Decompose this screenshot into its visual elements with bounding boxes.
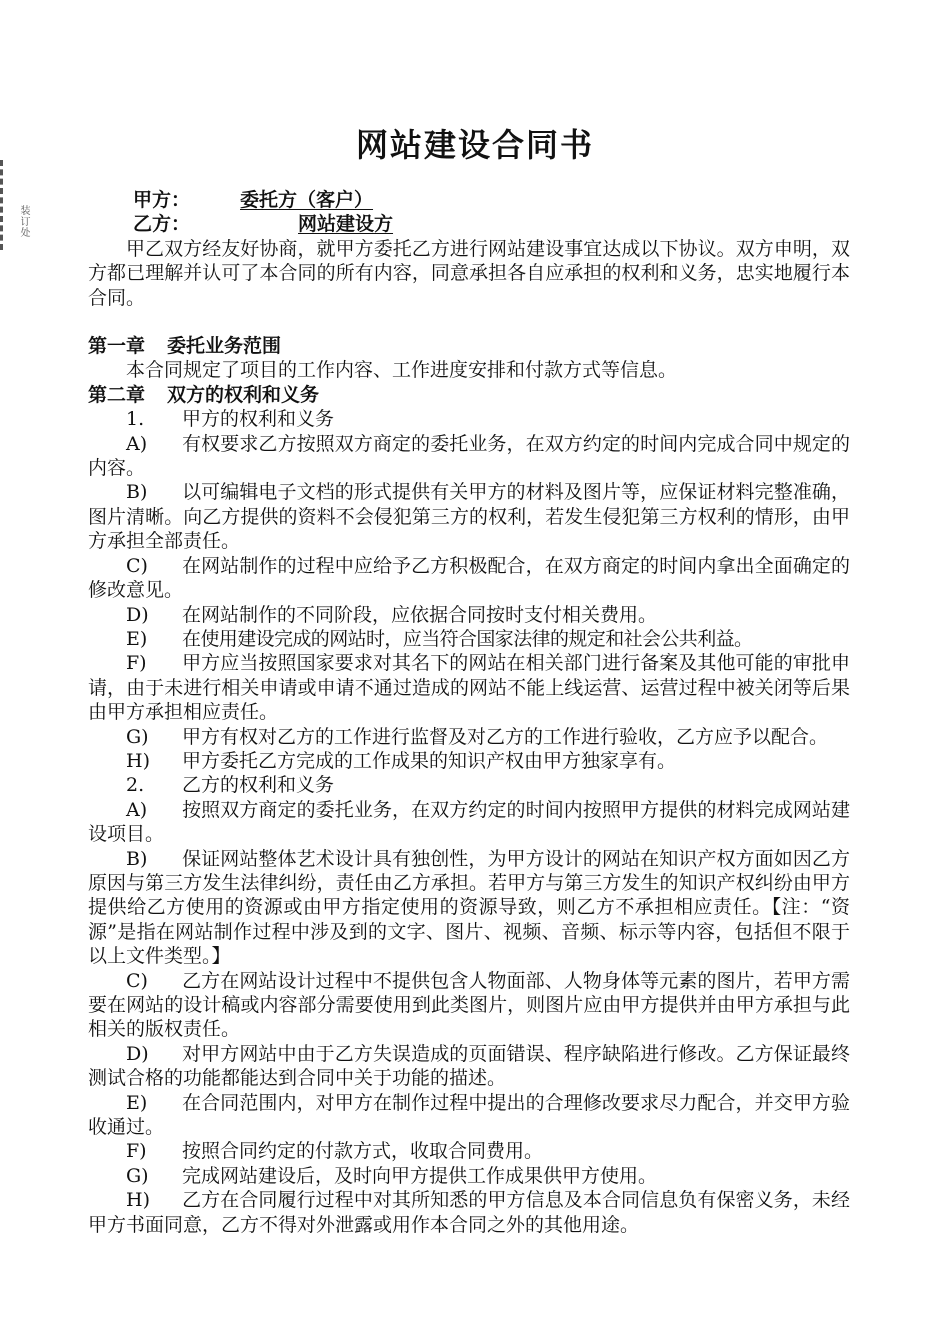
section-1-title: 甲方的权利和义务 (182, 408, 335, 431)
spacer (88, 310, 850, 334)
section-1-item-f (88, 651, 850, 724)
item-text: 在合同范围内，对甲方在制作过程中提出的合理修改要求尽力配合，并交甲方验收通过。 (88, 1091, 850, 1139)
chapter-2-number: 第二章 (88, 383, 146, 406)
chapter-2-heading (88, 383, 850, 407)
item-text: 甲方有权对乙方的工作进行监督及对乙方的工作进行验收，乙方应予以配合。 (182, 725, 829, 748)
item-text: 对甲方网站中由于乙方失误造成的页面错误、程序缺陷进行修改。乙方保证最终测试合格的功能都能达到合同中关于功能的描述。 (88, 1042, 850, 1090)
party-b-label: 乙方： (133, 213, 191, 236)
item-text: 保证网站整体艺术设计具有独创性，为甲方设计的网站在知识产权方面如因乙方原因与第三方发生法律纠纷，责任由乙方承担。若甲方与第三方发生的知识产权纠纷由甲方提供给乙方使用的资源或由甲方指定使用的资源导致，则乙方不承担相应责任。【注：“资源”是指在网站制作过程中涉及到的文字、图片、视频、音频、标示等内容，包括但不限于以上文件类型。】 (88, 847, 850, 968)
item-label: H) (126, 1189, 150, 1212)
item-text: 甲方委托乙方完成的工作成果的知识产权由甲方独家享有。 (182, 749, 677, 772)
chapter-1-title: 委托业务范围 (167, 335, 282, 358)
item-label: D) (126, 603, 149, 626)
party-a-line (88, 188, 850, 212)
item-label: D) (126, 1042, 149, 1065)
section-1-item-g (88, 725, 850, 749)
party-b-line (88, 212, 850, 236)
item-text: 甲方应当按照国家要求对其名下的网站在相关部门进行备案及其他可能的审批申请，由于未进行相关申请或申请不通过造成的网站不能上线运营、运营过程中被关闭等后果由甲方承担相应责任。 (88, 652, 850, 724)
item-label: E) (126, 1091, 148, 1114)
party-a-name: 委托方（客户） (240, 189, 374, 211)
item-label: A) (126, 432, 148, 455)
item-label: G) (126, 725, 149, 748)
section-2-item-a (88, 798, 850, 847)
section-2-title: 乙方的权利和义务 (182, 774, 335, 797)
section-2-heading (88, 773, 850, 797)
party-b-name: 网站建设方 (298, 213, 394, 236)
section-1-item-c (88, 554, 850, 603)
document-title: 网站建设合同书 (355, 126, 594, 164)
item-text: 在网站制作的不同阶段，应依据合同按时支付相关费用。 (182, 603, 658, 626)
intro-paragraph: 甲乙双方经友好协商，就甲方委托乙方进行网站建设事宜达成以下协议。双方申明，双方都已理解并认可了本合同的所有内容，同意承担各自应承担的权利和义务，忠实地履行本合同。 (88, 237, 850, 309)
item-label: C) (126, 969, 148, 992)
section-1-item-a (88, 432, 850, 481)
item-text: 按照合同约定的付款方式，收取合同费用。 (182, 1140, 544, 1163)
item-label: F) (126, 652, 147, 675)
item-label: B) (126, 847, 148, 870)
section-2-item-d (88, 1042, 850, 1091)
item-label: F) (126, 1140, 147, 1163)
item-label: H) (126, 749, 150, 772)
section-2-item-g (88, 1164, 850, 1188)
section-2-item-c (88, 969, 850, 1042)
section-1-item-e (88, 627, 850, 651)
section-1-heading (88, 407, 850, 431)
binding-margin-marks (0, 160, 9, 250)
item-text: 按照双方商定的委托业务，在双方约定的时间内按照甲方提供的材料完成网站建设项目。 (88, 798, 850, 846)
section-1-label: 1. (126, 408, 145, 431)
item-label: B) (126, 481, 148, 504)
chapter-1-body: 本合同规定了项目的工作内容、工作进度安排和付款方式等信息。 (126, 359, 678, 382)
chapter-2-title: 双方的权利和义务 (167, 383, 320, 406)
party-a-label: 甲方： (133, 189, 191, 211)
item-text: 以可编辑电子文档的形式提供有关甲方的材料及图片等，应保证材料完整准确，图片清晰。向乙方提供的资料不会侵犯第三方的权利，若发生侵犯第三方权利的情形，由甲方承担全部责任。 (88, 481, 850, 553)
chapter-1-heading (88, 334, 850, 358)
item-text: 在网站制作的过程中应给予乙方积极配合，在双方商定的时间内拿出全面确定的修改意见。 (88, 554, 850, 602)
item-text: 有权要求乙方按照双方商定的委托业务，在双方约定的时间内完成合同中规定的内容。 (88, 432, 850, 480)
item-text: 在使用建设完成的网站时，应当符合国家法律的规定和社会公共利益。 (182, 627, 753, 650)
item-label: A) (126, 798, 148, 821)
item-text: 乙方在合同履行过程中对其所知悉的甲方信息及本合同信息负有保密义务，未经甲方书面同意，乙方不得对外泄露或用作本合同之外的其他用途。 (88, 1189, 850, 1236)
document-body (88, 188, 850, 1237)
item-text: 乙方在网站设计过程中不提供包含人物面部、人物身体等元素的图片，若甲方需要在网站的设计稿或内容部分需要使用到此类图片，则图片应由甲方提供并由甲方承担与此相关的版权责任。 (88, 969, 850, 1041)
binding-label: 装订处 (18, 205, 29, 238)
section-1-item-h (88, 749, 850, 773)
item-label: E) (126, 627, 148, 650)
item-label: C) (126, 554, 148, 577)
section-2-item-f (88, 1139, 850, 1163)
section-2-item-e (88, 1091, 850, 1140)
section-1-item-b (88, 480, 850, 553)
section-2-item-h (88, 1188, 850, 1237)
item-label: G) (126, 1164, 149, 1187)
item-text: 完成网站建设后，及时向甲方提供工作成果供甲方使用。 (182, 1164, 658, 1187)
chapter-1-number: 第一章 (88, 335, 146, 358)
section-2-label: 2. (126, 774, 145, 797)
section-2-item-b (88, 847, 850, 969)
section-1-item-d (88, 603, 850, 627)
